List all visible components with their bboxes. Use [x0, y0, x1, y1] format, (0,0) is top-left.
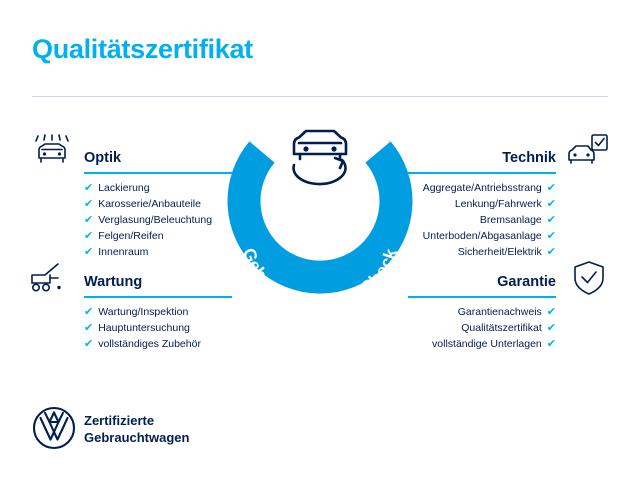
check-icon: ✔ [84, 214, 94, 226]
section-heading-wartung: Wartung [84, 274, 143, 290]
section-heading-technik: Technik [502, 150, 556, 166]
check-icon: ✔ [84, 338, 94, 350]
list-item [84, 180, 244, 196]
list-item [84, 336, 254, 352]
section-heading-optik: Optik [84, 150, 122, 166]
list-item-label: vollständiges Zubehör [98, 338, 201, 350]
section-rule-optik [84, 172, 232, 174]
list-item [396, 212, 556, 228]
list-item [84, 304, 254, 320]
vw-logo [32, 406, 76, 450]
list-item [84, 196, 244, 212]
list-wartung [84, 304, 254, 352]
footer-line-2: Gebrauchtwagen [84, 430, 190, 445]
section-heading-garantie: Garantie [497, 274, 556, 290]
list-item [386, 320, 556, 336]
page-title: Qualitätszertifikat [32, 34, 253, 64]
list-item [396, 196, 556, 212]
list-item [386, 336, 556, 352]
check-icon: ✔ [84, 322, 94, 334]
list-item-label: Sicherheit/Elektrik [457, 246, 542, 258]
check-icon: ✔ [546, 198, 556, 210]
list-garantie [386, 304, 556, 352]
list-item-label: Wartung/Inspektion [98, 306, 189, 318]
check-icon: ✔ [546, 182, 556, 194]
section-rule-technik [408, 172, 556, 174]
list-item-label: Unterboden/Abgasanlage [422, 230, 542, 242]
check-icon: ✔ [546, 338, 556, 350]
list-technik [396, 180, 556, 260]
oil-can-icon [28, 262, 68, 296]
badge-360-gebrauchtwagen-check [222, 108, 418, 304]
list-item [84, 244, 244, 260]
list-item-label: Hauptuntersuchung [98, 322, 190, 334]
list-item-label: Garantienachweis [457, 306, 542, 318]
list-item-label: Lenkung/Fahrwerk [454, 198, 542, 210]
check-icon: ✔ [546, 214, 556, 226]
list-item [84, 320, 254, 336]
check-icon: ✔ [84, 198, 94, 210]
list-item-label: Lackierung [98, 182, 150, 194]
list-item-label: Bremsanlage [479, 214, 542, 226]
check-icon: ✔ [546, 322, 556, 334]
car-wash-icon [30, 133, 70, 167]
badge-degree-label: 360° [286, 196, 354, 231]
list-item [84, 212, 244, 228]
list-item-label: Felgen/Reifen [98, 230, 164, 242]
list-item-label: Aggregate/Antriebsstrang [422, 182, 542, 194]
section-rule-garantie [408, 296, 556, 298]
list-item-label: vollständige Unterlagen [432, 338, 542, 350]
footer-text [84, 412, 189, 446]
title-divider [32, 96, 608, 97]
list-item-label: Innenraum [98, 246, 149, 258]
check-icon: ✔ [84, 306, 94, 318]
list-item [84, 228, 244, 244]
check-icon: ✔ [84, 182, 94, 194]
badge-arc-text: Gebrauchtwagen-Check [238, 245, 402, 304]
car-check-icon [566, 133, 606, 167]
check-icon: ✔ [546, 246, 556, 258]
list-item-label: Karosserie/Anbauteile [98, 198, 201, 210]
footer-line-1: Zertifizierte [84, 413, 155, 428]
check-icon: ✔ [84, 230, 94, 242]
list-item [396, 228, 556, 244]
list-item [396, 244, 556, 260]
list-item [386, 304, 556, 320]
check-icon: ✔ [546, 306, 556, 318]
list-optik [84, 180, 244, 260]
list-item [396, 180, 556, 196]
list-item-label: Qualitätszertifikat [461, 322, 542, 334]
check-icon: ✔ [546, 230, 556, 242]
check-icon: ✔ [84, 246, 94, 258]
section-rule-wartung [84, 296, 232, 298]
shield-check-icon [572, 260, 612, 294]
list-item-label: Verglasung/Beleuchtung [98, 214, 213, 226]
